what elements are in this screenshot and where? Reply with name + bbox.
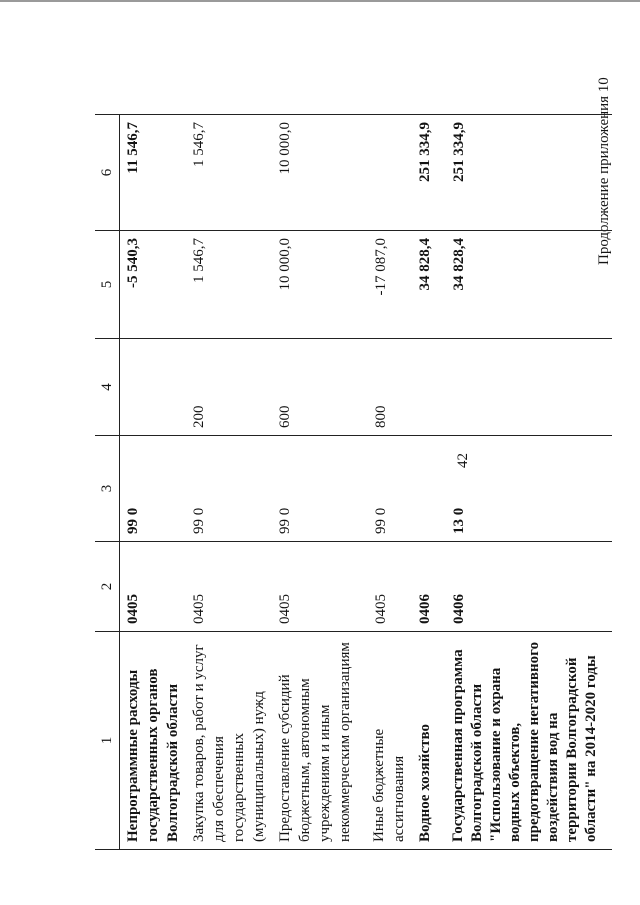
column-header: 5 <box>95 231 120 339</box>
program-code: 99 0 <box>272 436 368 542</box>
section-code: 0405 <box>368 542 412 632</box>
program-code: 13 0 <box>446 436 612 542</box>
column-header: 1 <box>95 632 120 850</box>
table-row <box>368 115 412 850</box>
total-amount: 251 334,9 <box>446 115 612 231</box>
change-amount: 34 828,4 <box>446 231 612 339</box>
table-row <box>412 115 446 850</box>
section-code: 0406 <box>412 542 446 632</box>
program-code: 99 0 <box>368 436 412 542</box>
program-code: 99 0 <box>120 436 187 542</box>
row-name: Предоставление субсидий бюджетным, автономным учреждениям и иным некоммерческим организациям <box>272 632 368 850</box>
row-name: Водное хозяйство <box>412 632 446 850</box>
change-amount: -5 540,3 <box>120 231 187 339</box>
program-code <box>412 436 446 542</box>
section-code: 0405 <box>272 542 368 632</box>
expense-type-code <box>412 339 446 436</box>
change-amount: -17 087,0 <box>368 231 412 339</box>
program-code: 99 0 <box>186 436 272 542</box>
appendix-caption: Продолжение приложения 10 <box>596 77 612 265</box>
table-row <box>186 115 272 850</box>
column-header: 4 <box>95 339 120 436</box>
table-row <box>272 115 368 850</box>
row-name: Непрограммные расходы государственных органов Волгоградской области <box>120 632 187 850</box>
change-amount: 10 000,0 <box>272 231 368 339</box>
column-header: 6 <box>95 115 120 231</box>
total-amount: 1 546,7 <box>186 115 272 231</box>
expense-type-code: 200 <box>186 339 272 436</box>
expense-type-code: 800 <box>368 339 412 436</box>
total-amount: 251 334,9 <box>412 115 446 231</box>
column-header: 2 <box>95 542 120 632</box>
expense-type-code <box>446 339 612 436</box>
table-row <box>120 115 187 850</box>
table-row <box>446 115 612 850</box>
section-code: 0406 <box>446 542 612 632</box>
row-name: Государственная программа Волгоградской области "Использование и охрана водных объектов, предотвращение негативного воздействия вод на территории Волгоградской области" на 2014-2020 годы <box>446 632 612 850</box>
total-amount <box>368 115 412 231</box>
change-amount: 1 546,7 <box>186 231 272 339</box>
row-name: Закупка товаров, работ и услуг для обеспечения государственных (муниципальных) нужд <box>186 632 272 850</box>
column-header: 3 <box>95 436 120 542</box>
table-header-row <box>95 115 120 850</box>
change-amount: 34 828,4 <box>412 231 446 339</box>
budget-table <box>95 114 612 850</box>
expense-type-code <box>120 339 187 436</box>
total-amount: 10 000,0 <box>272 115 368 231</box>
section-code: 0405 <box>186 542 272 632</box>
page-number: 42 <box>455 453 471 468</box>
section-code: 0405 <box>120 542 187 632</box>
expense-type-code: 600 <box>272 339 368 436</box>
total-amount: 11 546,7 <box>120 115 187 231</box>
row-name: Иные бюджетные ассигнования <box>368 632 412 850</box>
